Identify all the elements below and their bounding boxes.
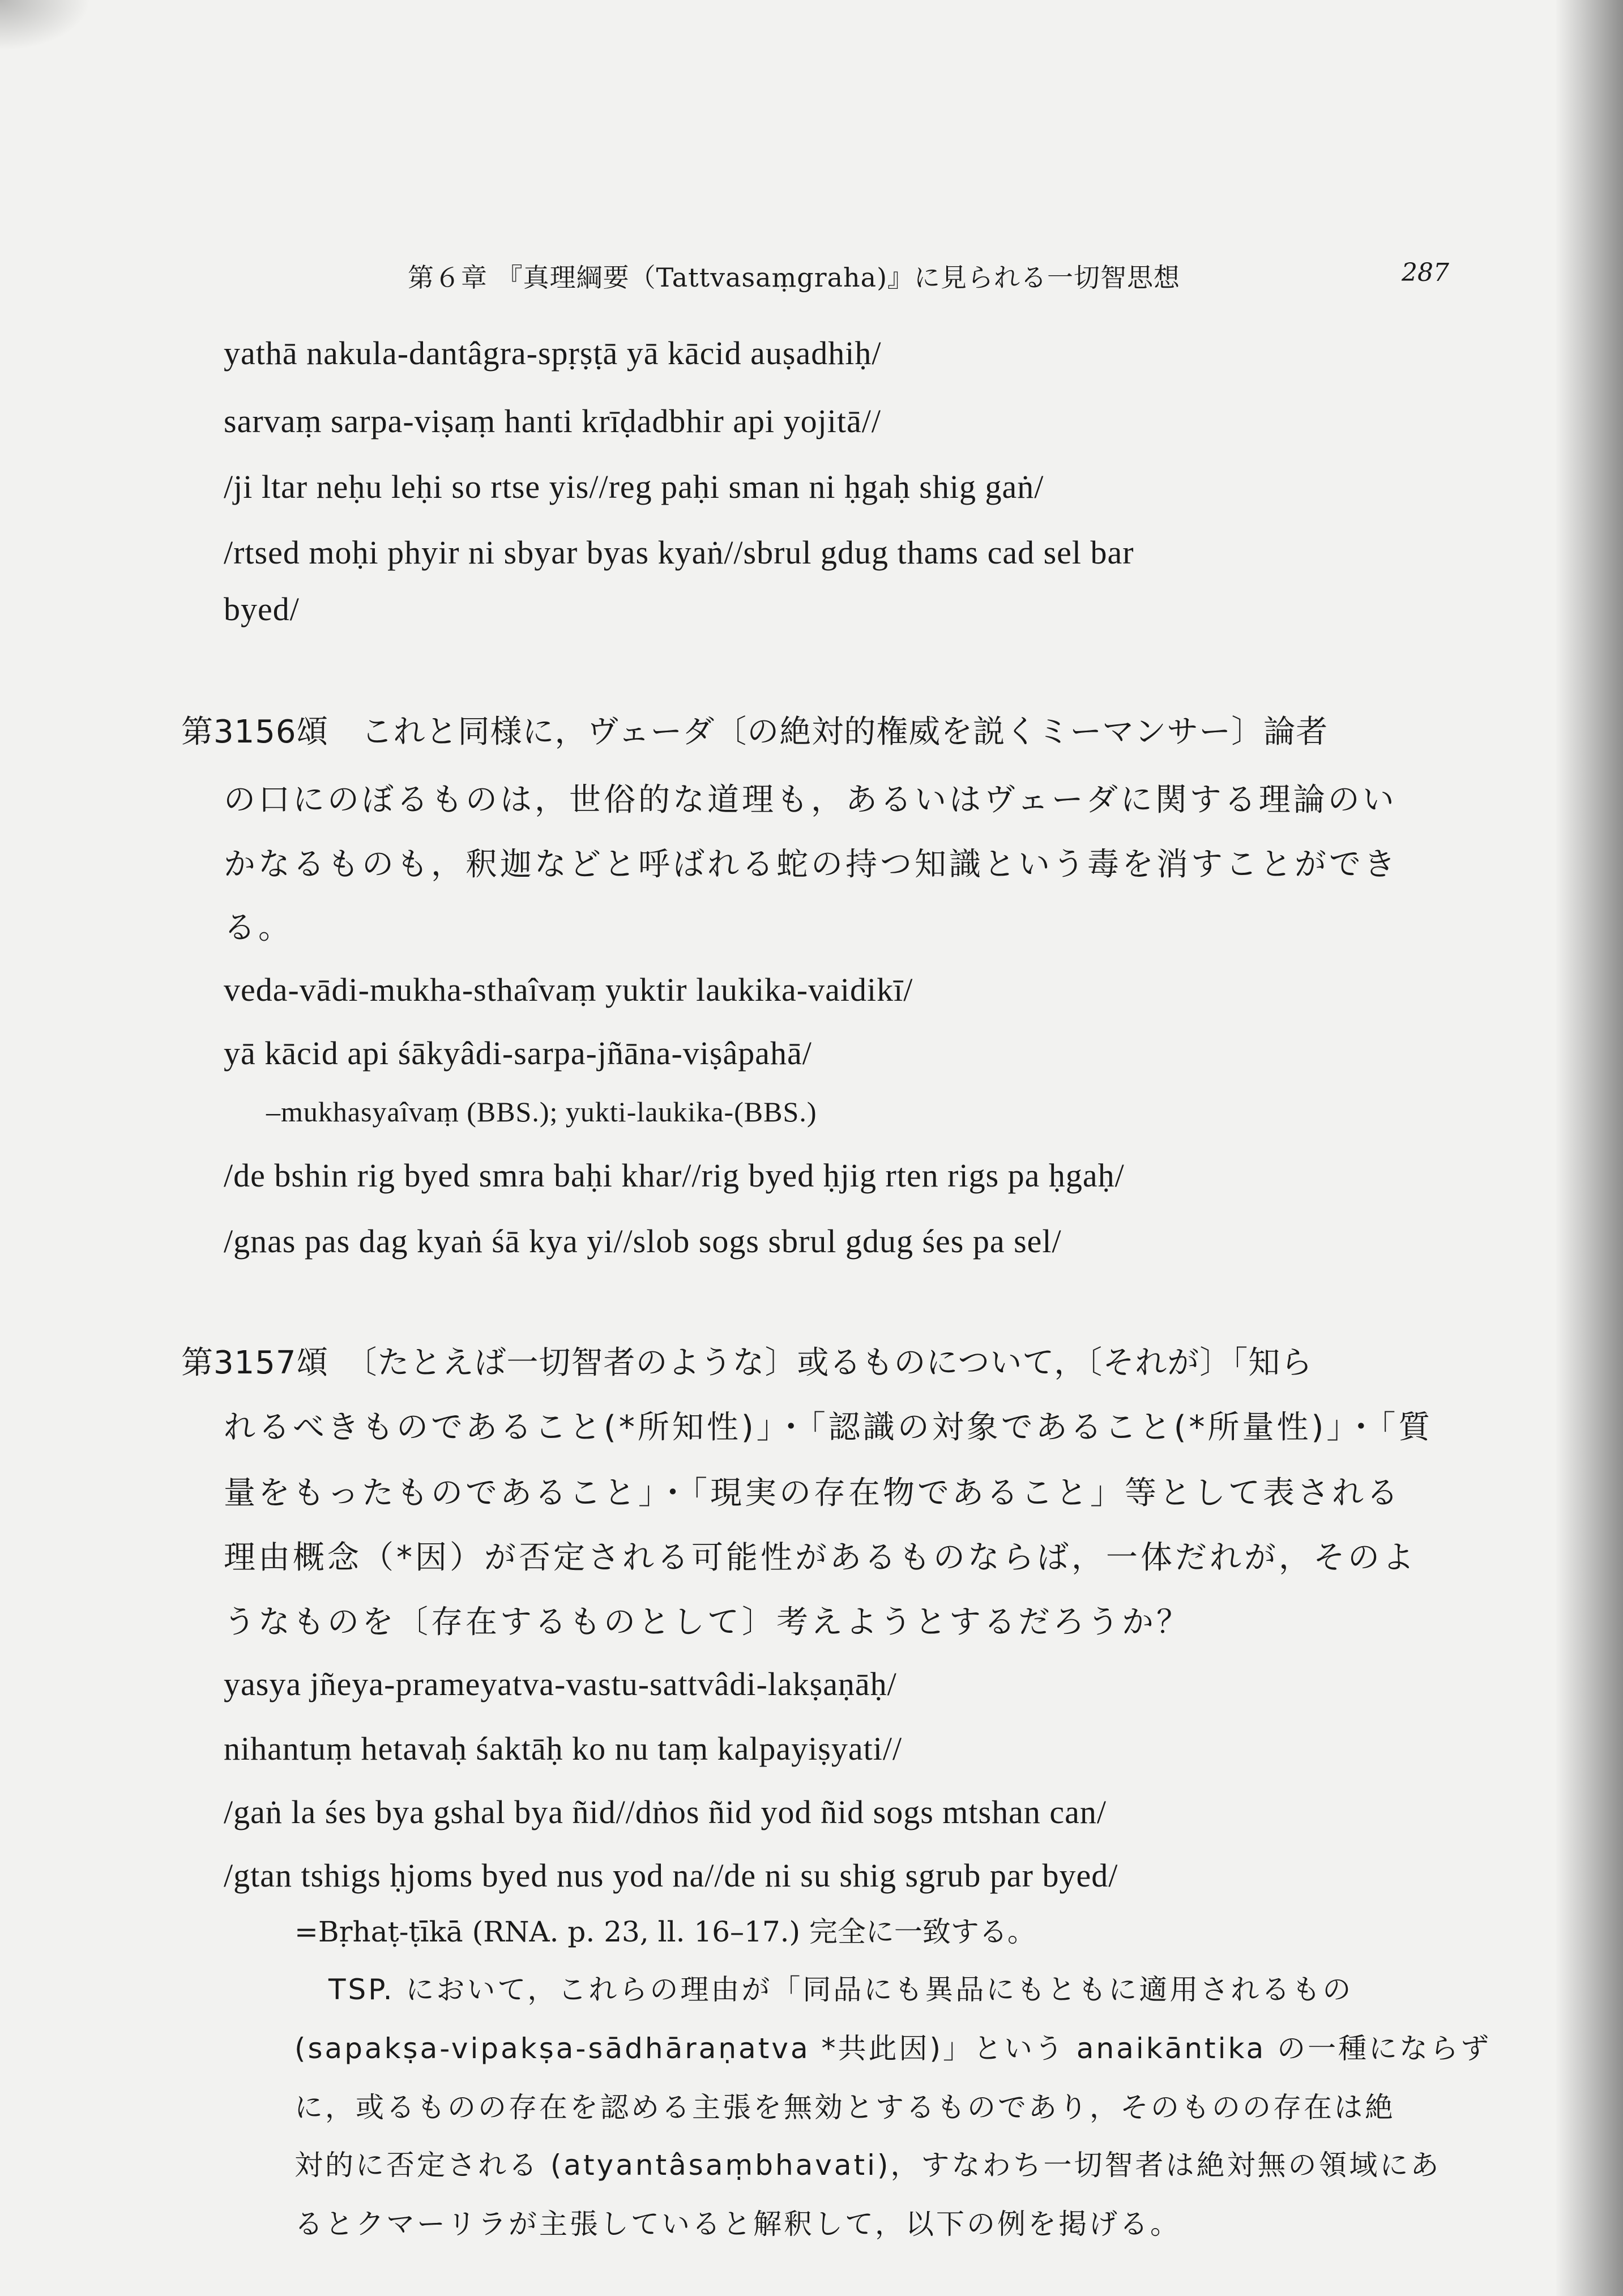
tibetan-line: /de bshin rig byed smra baḥi khar//rig byed ḥjig rten rigs pa ḥgaḥ/ bbox=[224, 1157, 1125, 1194]
sanskrit-line: yā kācid api śākyâdi-sarpa-jñāna-viṣâpahā/ bbox=[224, 1035, 812, 1072]
translation-line: 理由概念（*因）が否定される可能性があるものならば，一体だれが，そのよ bbox=[224, 1539, 1417, 1576]
tibetan-line: byed/ bbox=[224, 591, 300, 628]
sanskrit-line: veda-vādi-mukha-sthaîvaṃ yuktir laukika-vaidikī/ bbox=[224, 971, 913, 1008]
variant-reading: –mukhasyaîvaṃ (BBS.); yukti-laukika-(BBS.) bbox=[266, 1096, 817, 1128]
running-header bbox=[408, 250, 1484, 296]
translation-line: 量をもったものであること」・「現実の存在物であること」等として表される bbox=[224, 1475, 1401, 1512]
verse-3156-heading: 第3156頌 これと同様に，ヴェーダ〔の絶対的権威を説くミーマンサー〕論者 bbox=[181, 714, 1329, 750]
tibetan-line: /gnas pas dag kyaṅ śā kya yi//slob sogs sbrul gdug śes pa sel/ bbox=[224, 1223, 1062, 1260]
translation-line: うなものを〔存在するものとして〕考えようとするだろうか？ bbox=[224, 1604, 1191, 1641]
note-line: =Bṛhaṭ-ṭīkā (RNA. p. 23, ll. 16–17.) 完全に一致する。 bbox=[294, 1915, 1036, 1948]
chapter-title: 第６章 『真理綱要（Tattvasaṃgraha)』に見られる一切智思想 bbox=[408, 262, 1181, 293]
sanskrit-line: sarvaṃ sarpa-viṣaṃ hanti krīḍadbhir api yojitā// bbox=[224, 403, 881, 439]
tibetan-line: /rtsed moḥi phyir ni sbyar byas kyaṅ//sbrul gdug thams cad sel bar bbox=[224, 534, 1134, 571]
tibetan-line: /gaṅ la śes bya gshal bya ñid//dṅos ñid yod ñid sogs mtshan can/ bbox=[224, 1794, 1107, 1830]
tibetan-line: /gtan tshigs ḥjoms byed nus yod na//de ni su shig sgrub par byed/ bbox=[224, 1857, 1118, 1894]
tibetan-line: /ji ltar neḥu leḥi so rtse yis//reg paḥi sman ni ḥgaḥ shig gaṅ/ bbox=[224, 468, 1044, 505]
verse-3157-heading: 第3157頌 〔たとえば一切智者のような〕或るものについて，〔それが〕「知ら bbox=[181, 1345, 1313, 1381]
sanskrit-line: nihantuṃ hetavaḥ śaktāḥ ko nu taṃ kalpayiṣyati// bbox=[224, 1730, 903, 1767]
note-line: TSP. において，これらの理由が「同品にも異品にもともに適用されるもの bbox=[328, 1973, 1353, 2006]
sanskrit-line: yathā nakula-dantâgra-spṛṣṭā yā kācid auṣadhiḥ/ bbox=[224, 335, 882, 372]
sanskrit-line: yasya jñeya-prameyatva-vastu-sattvâdi-lakṣaṇāḥ/ bbox=[224, 1666, 897, 1702]
translation-line: かなるものも，釈迦などと呼ばれる蛇の持つ知識という毒を消すことができ bbox=[224, 846, 1398, 883]
note-line: るとクマーリラが主張していると解釈して，以下の例を掲げる。 bbox=[294, 2208, 1181, 2240]
note-line: (sapakṣa-vipakṣa-sādhāraṇatva *共此因)」という anaikāntika の一種にならず bbox=[294, 2032, 1492, 2065]
translation-line: れるべきものであること(*所知性)」・「認識の対象であること(*所量性)」・「質 bbox=[224, 1409, 1433, 1446]
scan-shadow-edge bbox=[1555, 0, 1623, 2296]
note-line: 対的に否定される (atyantâsaṃbhavati)，すなわち一切智者は絶対無の領域にあ bbox=[294, 2149, 1441, 2182]
scan-shadow-corner bbox=[0, 0, 91, 51]
translation-line: る。 bbox=[224, 910, 293, 946]
note-line: に，或るものの存在を認める主張を無効とするものであり，そのものの存在は絶 bbox=[294, 2091, 1395, 2124]
page-number: 287 bbox=[1402, 258, 1449, 287]
translation-line: の口にのぼるものは，世俗的な道理も，あるいはヴェーダに関する理論のい bbox=[224, 782, 1397, 818]
